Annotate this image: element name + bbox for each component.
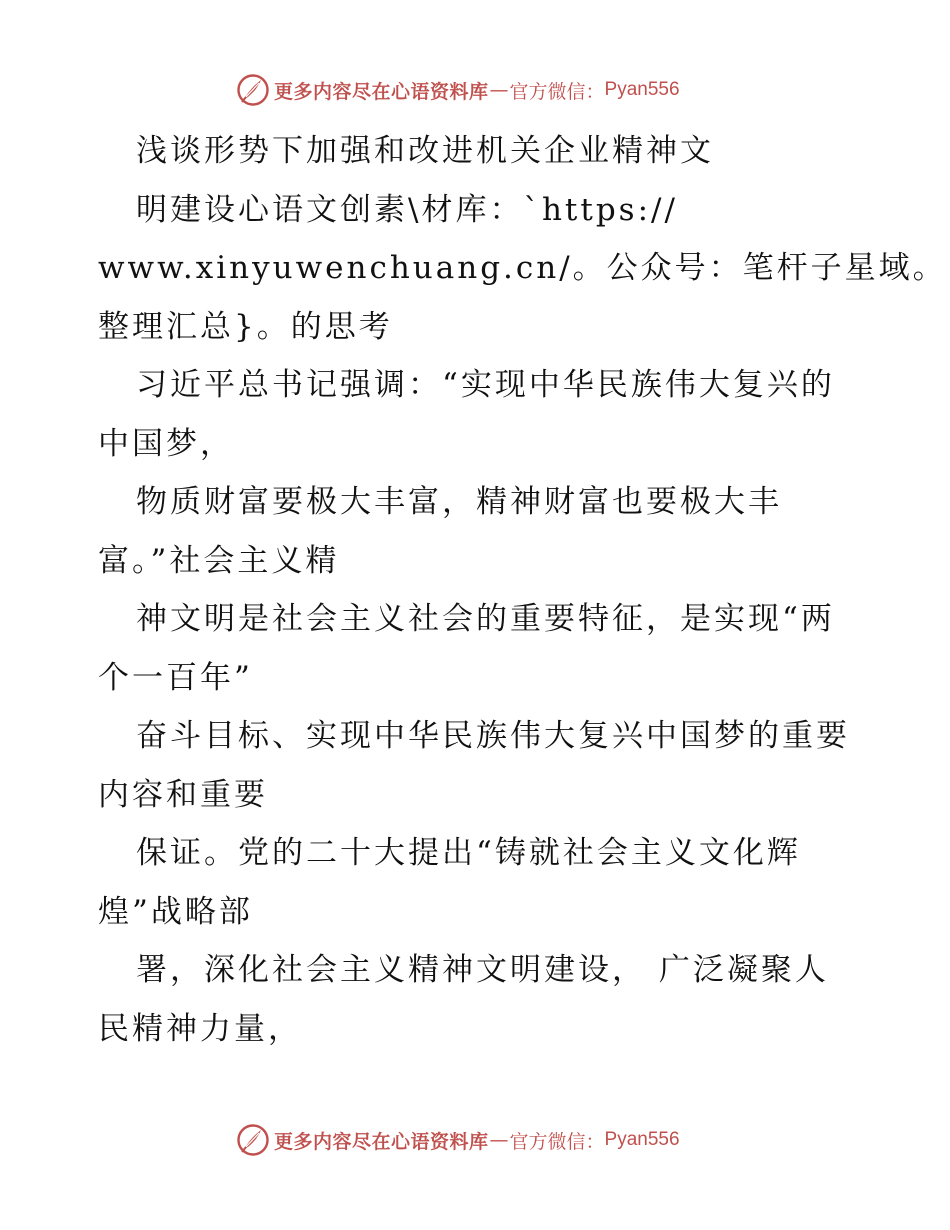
text-line: 中国梦， xyxy=(98,425,234,462)
text-line: 物质财富要极大丰富，精神财富也要极大丰 xyxy=(136,484,782,520)
text-line: 浅谈形势下加强和改进机关企业精神文 xyxy=(136,133,714,169)
text-line: 保证。党的二十大提出“铸就社会主义文化辉 xyxy=(136,835,801,871)
text-line: 煌”战略部 xyxy=(98,893,253,930)
text-line: 明建设心语文创素\材库：`https:// xyxy=(136,191,678,228)
text-line: 民精神力量， xyxy=(98,1010,302,1047)
text-line: 整理汇总}。的思考 xyxy=(98,308,393,345)
text-line: 奋斗目标、实现中华民族伟大复兴中国梦的重要 xyxy=(136,718,850,754)
header-watermark xyxy=(236,72,680,108)
text-line: 富。”社会主义精 xyxy=(98,542,340,579)
text-line: 个一百年” xyxy=(98,659,253,696)
text-line: www.xinyuwenchuang.cn/。公众号：笔杆子星域。 xyxy=(98,250,947,286)
text-line: 署，深化社会主义精神文明建设， 广泛凝聚人 xyxy=(136,952,829,988)
watermark-brand-text: 更多内容尽在心语资料库 xyxy=(274,80,489,103)
footer-watermark xyxy=(236,1122,680,1158)
quill-logo-icon xyxy=(236,73,270,107)
text-line: 内容和重要 xyxy=(98,776,268,813)
watermark-official-text: 官方微信： xyxy=(509,80,605,103)
text-line: 习近平总书记强调：“实现中华民族伟大复兴的 xyxy=(136,367,835,403)
document-body xyxy=(98,122,947,1058)
quill-logo-icon xyxy=(236,1123,270,1157)
watermark-brand-text: 更多内容尽在心语资料库 xyxy=(274,1130,489,1153)
watermark-wechat-id: Pyan556 xyxy=(604,79,680,100)
text-line: 神文明是社会主义社会的重要特征，是实现“两 xyxy=(136,601,835,637)
watermark-dash: — xyxy=(489,1129,509,1151)
watermark-official-text: 官方微信： xyxy=(509,1130,605,1153)
watermark-dash: — xyxy=(489,79,509,101)
watermark-wechat-id: Pyan556 xyxy=(604,1129,680,1150)
